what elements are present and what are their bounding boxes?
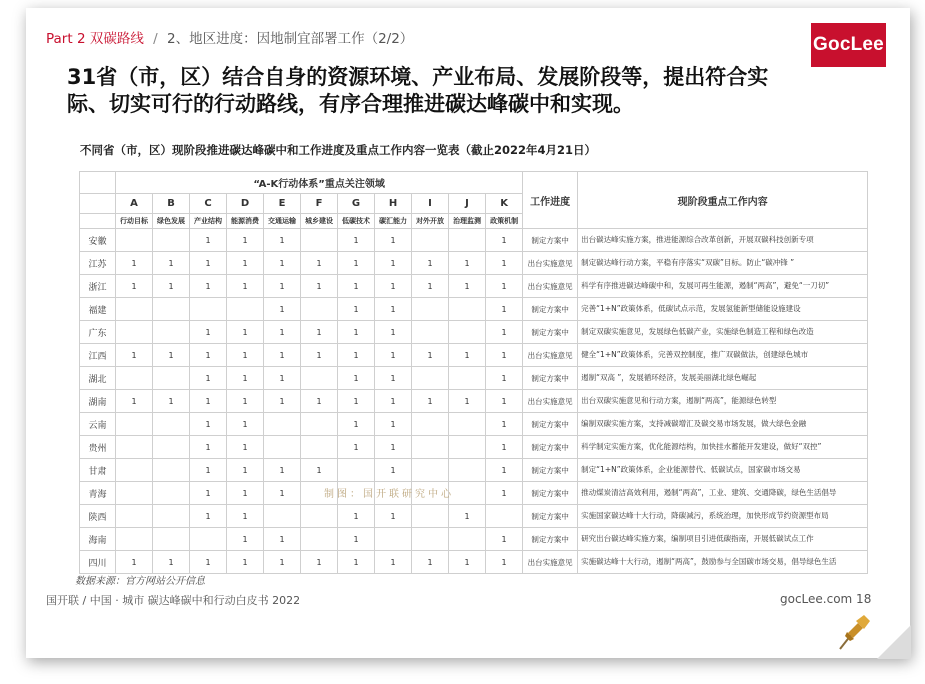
mark-cell: 1	[227, 321, 264, 344]
work-content-cell: 制定“1+N”政策体系，企业能源替代、低碳试点，国家碳市场交易	[578, 459, 868, 482]
mark-cell: 1	[486, 321, 523, 344]
mark-cell: 1	[264, 229, 301, 252]
work-content-cell: 推动煤炭清洁高效利用，遏制“两高”，工业、建筑、交通降碳，绿色生活倡导	[578, 482, 868, 505]
stage-cell: 制定方案中	[523, 459, 578, 482]
mark-cell	[116, 505, 153, 528]
table-row	[80, 229, 868, 252]
mark-cell: 1	[449, 505, 486, 528]
mark-cell	[190, 528, 227, 551]
mark-cell	[153, 298, 190, 321]
mark-cell: 1	[264, 321, 301, 344]
mark-cell	[412, 505, 449, 528]
mark-cell	[116, 321, 153, 344]
stage-cell: 制定方案中	[523, 482, 578, 505]
mark-cell: 1	[190, 459, 227, 482]
table-row	[80, 551, 868, 574]
work-content-cell: 实施碳达峰十大行动，遏制“两高”，鼓励参与全国碳市场交易，倡导绿色生活	[578, 551, 868, 574]
mark-cell: 1	[375, 229, 412, 252]
mark-cell: 1	[486, 459, 523, 482]
mark-cell: 1	[190, 390, 227, 413]
stage-cell: 制定方案中	[523, 528, 578, 551]
column-letter: D	[227, 194, 264, 214]
mark-cell: 1	[486, 229, 523, 252]
mark-cell: 1	[301, 344, 338, 367]
column-field: 行动目标	[116, 214, 153, 229]
mark-cell: 1	[190, 413, 227, 436]
mark-cell: 1	[264, 528, 301, 551]
mark-cell: 1	[227, 459, 264, 482]
mark-cell	[264, 413, 301, 436]
stage-cell: 制定方案中	[523, 505, 578, 528]
mark-cell: 1	[153, 551, 190, 574]
stage-cell: 制定方案中	[523, 321, 578, 344]
mark-cell: 1	[153, 275, 190, 298]
mark-cell	[116, 367, 153, 390]
mark-cell: 1	[227, 344, 264, 367]
mark-cell	[153, 413, 190, 436]
table-row	[80, 275, 868, 298]
column-letter: G	[338, 194, 375, 214]
work-content-cell: 编制双碳实施方案，支持减碳增汇及碳交易市场发展，做大绿色金融	[578, 413, 868, 436]
work-content-cell: 实施国家碳达峰十大行动，降碳减污，系统治理，加快形成节约资源型布局	[578, 505, 868, 528]
mark-cell: 1	[227, 252, 264, 275]
mark-cell	[301, 528, 338, 551]
mark-cell	[412, 528, 449, 551]
gocLee-logo: GocLee	[811, 23, 886, 67]
mark-cell: 1	[190, 482, 227, 505]
column-letter: K	[486, 194, 523, 214]
mark-cell: 1	[190, 367, 227, 390]
mark-cell	[153, 459, 190, 482]
mark-cell	[449, 528, 486, 551]
breadcrumb	[46, 27, 413, 47]
stage-cell: 出台实施意见	[523, 390, 578, 413]
mark-cell: 1	[190, 436, 227, 459]
mark-cell	[116, 229, 153, 252]
mark-cell	[449, 298, 486, 321]
corner-cell	[80, 194, 116, 214]
column-letter: C	[190, 194, 227, 214]
mark-cell	[412, 436, 449, 459]
stage-header: 工作进度	[523, 172, 578, 229]
mark-cell: 1	[486, 390, 523, 413]
mark-cell: 1	[301, 551, 338, 574]
mark-cell: 1	[375, 459, 412, 482]
mark-cell	[412, 321, 449, 344]
mark-cell	[412, 298, 449, 321]
mark-cell: 1	[190, 505, 227, 528]
mark-cell	[412, 459, 449, 482]
mark-cell	[153, 367, 190, 390]
mark-cell: 1	[190, 229, 227, 252]
mark-cell	[486, 505, 523, 528]
mark-cell: 1	[116, 344, 153, 367]
mark-cell: 1	[338, 528, 375, 551]
footer-publication: 国开联 / 中国 · 城市 碳达峰碳中和行动白皮书 2022	[46, 594, 301, 607]
province-cell: 安徽	[80, 229, 116, 252]
mark-cell: 1	[264, 344, 301, 367]
table-row	[80, 344, 868, 367]
group-header: “A-K行动体系”重点关注领域	[116, 172, 523, 194]
mark-cell: 1	[264, 298, 301, 321]
mark-cell	[227, 298, 264, 321]
mark-cell: 1	[227, 482, 264, 505]
mark-cell: 1	[486, 367, 523, 390]
mark-cell: 1	[412, 275, 449, 298]
province-cell: 广东	[80, 321, 116, 344]
column-field: 产业结构	[190, 214, 227, 229]
mark-cell: 1	[375, 252, 412, 275]
column-letter: A	[116, 194, 153, 214]
mark-cell: 1	[264, 459, 301, 482]
province-cell: 云南	[80, 413, 116, 436]
mark-cell	[153, 436, 190, 459]
mark-cell	[116, 482, 153, 505]
column-letter: I	[412, 194, 449, 214]
stage-cell: 制定方案中	[523, 413, 578, 436]
mark-cell: 1	[375, 436, 412, 459]
mark-cell: 1	[486, 344, 523, 367]
table-row	[80, 321, 868, 344]
work-content-cell: 健全“1+N”政策体系，完善双控制度，推广双碳做法，创建绿色城市	[578, 344, 868, 367]
mark-cell: 1	[486, 528, 523, 551]
mark-cell	[449, 459, 486, 482]
mark-cell: 1	[412, 390, 449, 413]
mark-cell: 1	[412, 344, 449, 367]
mark-cell: 1	[264, 482, 301, 505]
province-cell: 青海	[80, 482, 116, 505]
mark-cell: 1	[227, 505, 264, 528]
table-row	[80, 367, 868, 390]
province-cell: 湖南	[80, 390, 116, 413]
mark-cell	[264, 436, 301, 459]
province-cell: 贵州	[80, 436, 116, 459]
mark-cell: 1	[338, 367, 375, 390]
province-cell: 甘肃	[80, 459, 116, 482]
mark-cell: 1	[338, 321, 375, 344]
mark-cell: 1	[116, 551, 153, 574]
mark-cell	[116, 413, 153, 436]
pushpin-icon	[836, 615, 870, 653]
column-field: 对外开放	[412, 214, 449, 229]
mark-cell: 1	[301, 321, 338, 344]
mark-cell: 1	[116, 275, 153, 298]
mark-cell: 1	[264, 367, 301, 390]
breadcrumb-separator: /	[153, 31, 158, 47]
mark-cell: 1	[190, 551, 227, 574]
column-letter: E	[264, 194, 301, 214]
mark-cell: 1	[190, 321, 227, 344]
breadcrumb-part: Part 2	[46, 31, 86, 47]
mark-cell	[301, 229, 338, 252]
mark-cell	[116, 298, 153, 321]
province-cell: 陕西	[80, 505, 116, 528]
mark-cell: 1	[375, 413, 412, 436]
province-cell: 浙江	[80, 275, 116, 298]
table-row	[80, 298, 868, 321]
mark-cell	[301, 298, 338, 321]
mark-cell: 1	[227, 528, 264, 551]
work-content-cell: 出台双碳实施意见和行动方案，遏制“两高”，能源绿色转型	[578, 390, 868, 413]
stage-cell: 出台实施意见	[523, 344, 578, 367]
progress-table-container	[79, 171, 867, 574]
stage-cell: 出台实施意见	[523, 551, 578, 574]
mark-cell	[449, 482, 486, 505]
work-content-cell: 研究出台碳达峰实施方案，编制项目引进低碳指南，开展低碳试点工作	[578, 528, 868, 551]
mark-cell	[116, 459, 153, 482]
mark-cell: 1	[264, 252, 301, 275]
mark-cell: 1	[338, 275, 375, 298]
mark-cell: 1	[486, 413, 523, 436]
mark-cell	[375, 528, 412, 551]
mark-cell: 1	[116, 252, 153, 275]
mark-cell: 1	[338, 551, 375, 574]
mark-cell: 1	[449, 275, 486, 298]
mark-cell: 1	[190, 344, 227, 367]
mark-cell: 1	[227, 413, 264, 436]
mark-cell	[301, 505, 338, 528]
mark-cell: 1	[338, 252, 375, 275]
table-row	[80, 413, 868, 436]
province-cell: 四川	[80, 551, 116, 574]
mark-cell: 1	[153, 390, 190, 413]
footer-site-page: gocLee.com 18	[780, 592, 872, 606]
mark-cell: 1	[486, 275, 523, 298]
table-row	[80, 528, 868, 551]
mark-cell: 1	[412, 551, 449, 574]
work-content-cell: 出台碳达峰实施方案，推进能源综合改革创新，开展双碳科技创新专项	[578, 229, 868, 252]
column-field: 能源消费	[227, 214, 264, 229]
mark-cell	[153, 528, 190, 551]
mark-cell	[153, 229, 190, 252]
table-row	[80, 459, 868, 482]
mark-cell: 1	[449, 344, 486, 367]
mark-cell: 1	[486, 252, 523, 275]
column-field: 治理监测	[449, 214, 486, 229]
mark-cell: 1	[338, 390, 375, 413]
mark-cell	[449, 229, 486, 252]
mark-cell	[301, 436, 338, 459]
mark-cell	[449, 413, 486, 436]
column-letter: F	[301, 194, 338, 214]
mark-cell: 1	[375, 275, 412, 298]
stage-cell: 制定方案中	[523, 298, 578, 321]
table-row	[80, 436, 868, 459]
mark-cell: 1	[338, 505, 375, 528]
mark-cell	[412, 229, 449, 252]
mark-cell	[412, 413, 449, 436]
work-content-cell: 制定碳达峰行动方案，平稳有序落实“双碳”目标。防止“碳冲锋 ”	[578, 252, 868, 275]
mark-cell: 1	[153, 252, 190, 275]
breadcrumb-subsection: 2、地区进度：因地制宜部署工作（2/2）	[166, 31, 414, 47]
mark-cell: 1	[301, 390, 338, 413]
stage-cell: 出台实施意见	[523, 275, 578, 298]
province-cell: 江苏	[80, 252, 116, 275]
column-field: 绿色发展	[153, 214, 190, 229]
mark-cell	[301, 367, 338, 390]
mark-cell	[153, 482, 190, 505]
mark-cell: 1	[449, 252, 486, 275]
column-field: 碳汇能力	[375, 214, 412, 229]
data-source-note: 数据来源：官方网站公开信息	[75, 576, 205, 587]
stage-cell: 制定方案中	[523, 367, 578, 390]
mark-cell: 1	[190, 252, 227, 275]
province-cell: 福建	[80, 298, 116, 321]
chart-watermark: 制图：国开联研究中心	[324, 489, 454, 500]
mark-cell: 1	[486, 551, 523, 574]
mark-cell	[449, 321, 486, 344]
mark-cell: 1	[375, 367, 412, 390]
table-caption: 不同省（市，区）现阶段推进碳达峰碳中和工作进度及重点工作内容一览表（截止2022年4月21日）	[80, 143, 597, 157]
mark-cell: 1	[227, 551, 264, 574]
mark-cell	[153, 505, 190, 528]
mark-cell: 1	[338, 436, 375, 459]
mark-cell: 1	[449, 551, 486, 574]
province-cell: 海南	[80, 528, 116, 551]
mark-cell: 1	[301, 275, 338, 298]
mark-cell	[338, 459, 375, 482]
mark-cell	[264, 505, 301, 528]
mark-cell: 1	[375, 344, 412, 367]
column-letter: B	[153, 194, 190, 214]
breadcrumb-section: 双碳路线	[89, 31, 144, 47]
work-content-cell: 遏制“双高 ”，发展循环经济，发展美丽湖北绿色崛起	[578, 367, 868, 390]
mark-cell: 1	[486, 436, 523, 459]
mark-cell	[153, 321, 190, 344]
mark-cell: 1	[375, 321, 412, 344]
stage-cell: 出台实施意见	[523, 252, 578, 275]
corner-cell	[80, 214, 116, 229]
mark-cell	[190, 298, 227, 321]
mark-cell: 1	[338, 298, 375, 321]
mark-cell: 1	[449, 390, 486, 413]
work-content-cell: 完善“1+N”政策体系，低碳试点示范，发展氢能新型储能设施建设	[578, 298, 868, 321]
mark-cell: 1	[227, 275, 264, 298]
column-field: 城乡建设	[301, 214, 338, 229]
work-content-cell: 科学制定实施方案，优化能源结构，加快挂水蓄能开发建设，做好“双控”	[578, 436, 868, 459]
column-letter: H	[375, 194, 412, 214]
province-cell: 江西	[80, 344, 116, 367]
mark-cell: 1	[338, 344, 375, 367]
mark-cell: 1	[338, 413, 375, 436]
mark-cell	[449, 367, 486, 390]
stage-cell: 制定方案中	[523, 229, 578, 252]
mark-cell: 1	[227, 229, 264, 252]
column-field: 低碳技术	[338, 214, 375, 229]
mark-cell: 1	[227, 436, 264, 459]
work-content-cell: 制定双碳实施意见，发展绿色低碳产业，实施绿色制造工程和绿色改造	[578, 321, 868, 344]
mark-cell: 1	[412, 252, 449, 275]
mark-cell: 1	[338, 229, 375, 252]
column-field: 交通运输	[264, 214, 301, 229]
mark-cell	[116, 528, 153, 551]
corner-cell	[80, 172, 116, 194]
table-row	[80, 252, 868, 275]
mark-cell: 1	[301, 252, 338, 275]
page-fold	[877, 625, 911, 659]
mark-cell: 1	[375, 390, 412, 413]
mark-cell	[412, 367, 449, 390]
mark-cell: 1	[190, 275, 227, 298]
mark-cell: 1	[486, 482, 523, 505]
mark-cell: 1	[264, 390, 301, 413]
province-cell: 湖北	[80, 367, 116, 390]
table-row	[80, 505, 868, 528]
mark-cell: 1	[227, 390, 264, 413]
mark-cell: 1	[375, 551, 412, 574]
mark-cell: 1	[301, 459, 338, 482]
mark-cell: 1	[153, 344, 190, 367]
mark-cell: 1	[227, 367, 264, 390]
mark-cell: 1	[264, 551, 301, 574]
mark-cell	[301, 413, 338, 436]
mark-cell: 1	[116, 390, 153, 413]
stage-cell: 制定方案中	[523, 436, 578, 459]
column-field: 政策机制	[486, 214, 523, 229]
mark-cell: 1	[264, 275, 301, 298]
mark-cell: 1	[375, 505, 412, 528]
mark-cell: 1	[486, 298, 523, 321]
page-headline: 31省（市，区）结合自身的资源环境、产业布局、发展阶段等，提出符合实际、切实可行的行动路线，有序合理推进碳达峰碳中和实现。	[67, 65, 769, 116]
column-letter: J	[449, 194, 486, 214]
table-row	[80, 482, 868, 505]
work-header: 现阶段重点工作内容	[578, 172, 868, 229]
mark-cell	[449, 436, 486, 459]
table-row	[80, 390, 868, 413]
progress-table	[79, 171, 868, 574]
work-content-cell: 科学有序推进碳达峰碳中和，发展可再生能源，遏制“两高”，避免“一刀切”	[578, 275, 868, 298]
mark-cell	[116, 436, 153, 459]
mark-cell: 1	[375, 298, 412, 321]
